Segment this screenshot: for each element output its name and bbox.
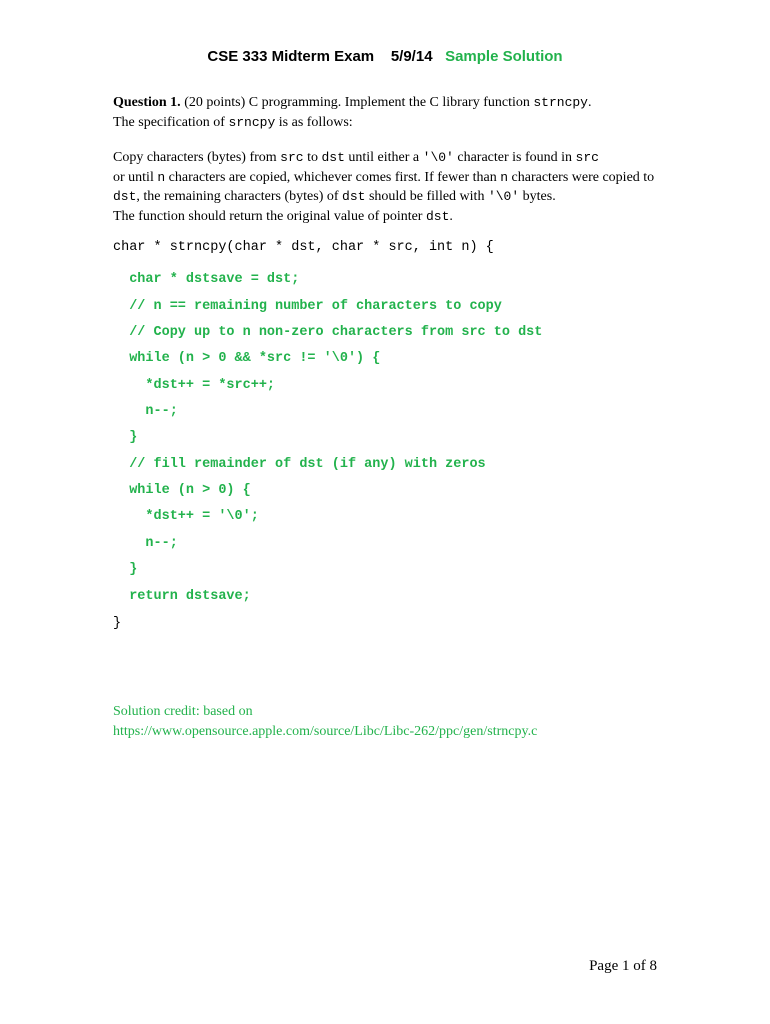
code-line: while (n > 0) {	[113, 483, 251, 498]
page-header	[0, 48, 770, 65]
credit-text: Solution credit: based on	[113, 704, 253, 719]
solution-credit	[113, 702, 537, 741]
code-line: n--;	[113, 536, 178, 551]
code-line: }	[113, 430, 138, 445]
spec-function-name: srncpy	[228, 114, 276, 130]
exam-title: CSE 333 Midterm Exam	[207, 48, 375, 65]
code-line: return dstsave;	[113, 588, 251, 604]
code-line: // Copy up to n non-zero characters from src to dst	[113, 325, 543, 340]
question-heading: Question 1. (20 points) C programming. Implement the C library function strncpy. The specification of srncpy is as follows:	[113, 95, 592, 130]
question-number: Question 1.	[113, 95, 181, 110]
code-line: *dst++ = '\0';	[113, 509, 259, 524]
code-line: while (n > 0 && *src != '\0') {	[113, 351, 381, 366]
specification-paragraph: Copy characters (bytes) from src to dst until either a '\0' character is found in src or until n characters are copied, whichever comes first. If fewer than n characters were copied to dst, the remaining characters (bytes) of dst should be filled with '\0' bytes. The function should return the original value of pointer dst.	[113, 150, 655, 224]
function-name: strncpy	[533, 95, 588, 110]
code-line: char * dstsave = dst;	[113, 272, 300, 287]
code-line: *dst++ = *src++;	[113, 377, 276, 393]
credit-url: https://www.opensource.apple.com/source/Libc/Libc-262/ppc/gen/strncpy.c	[113, 723, 538, 739]
function-signature: char * strncpy(char * dst, char * src, int n) {	[113, 240, 494, 255]
page-number: Page 1 of 8	[589, 958, 657, 974]
code-line: // n == remaining number of characters to copy	[113, 298, 502, 314]
exam-date: 5/9/14	[390, 48, 433, 65]
code-line: }	[113, 562, 138, 577]
code-line: // fill remainder of dst (if any) with zeros	[113, 456, 486, 472]
solution-label: Sample Solution	[445, 48, 563, 65]
code-line: n--;	[113, 404, 178, 419]
closing-brace: }	[113, 616, 122, 631]
